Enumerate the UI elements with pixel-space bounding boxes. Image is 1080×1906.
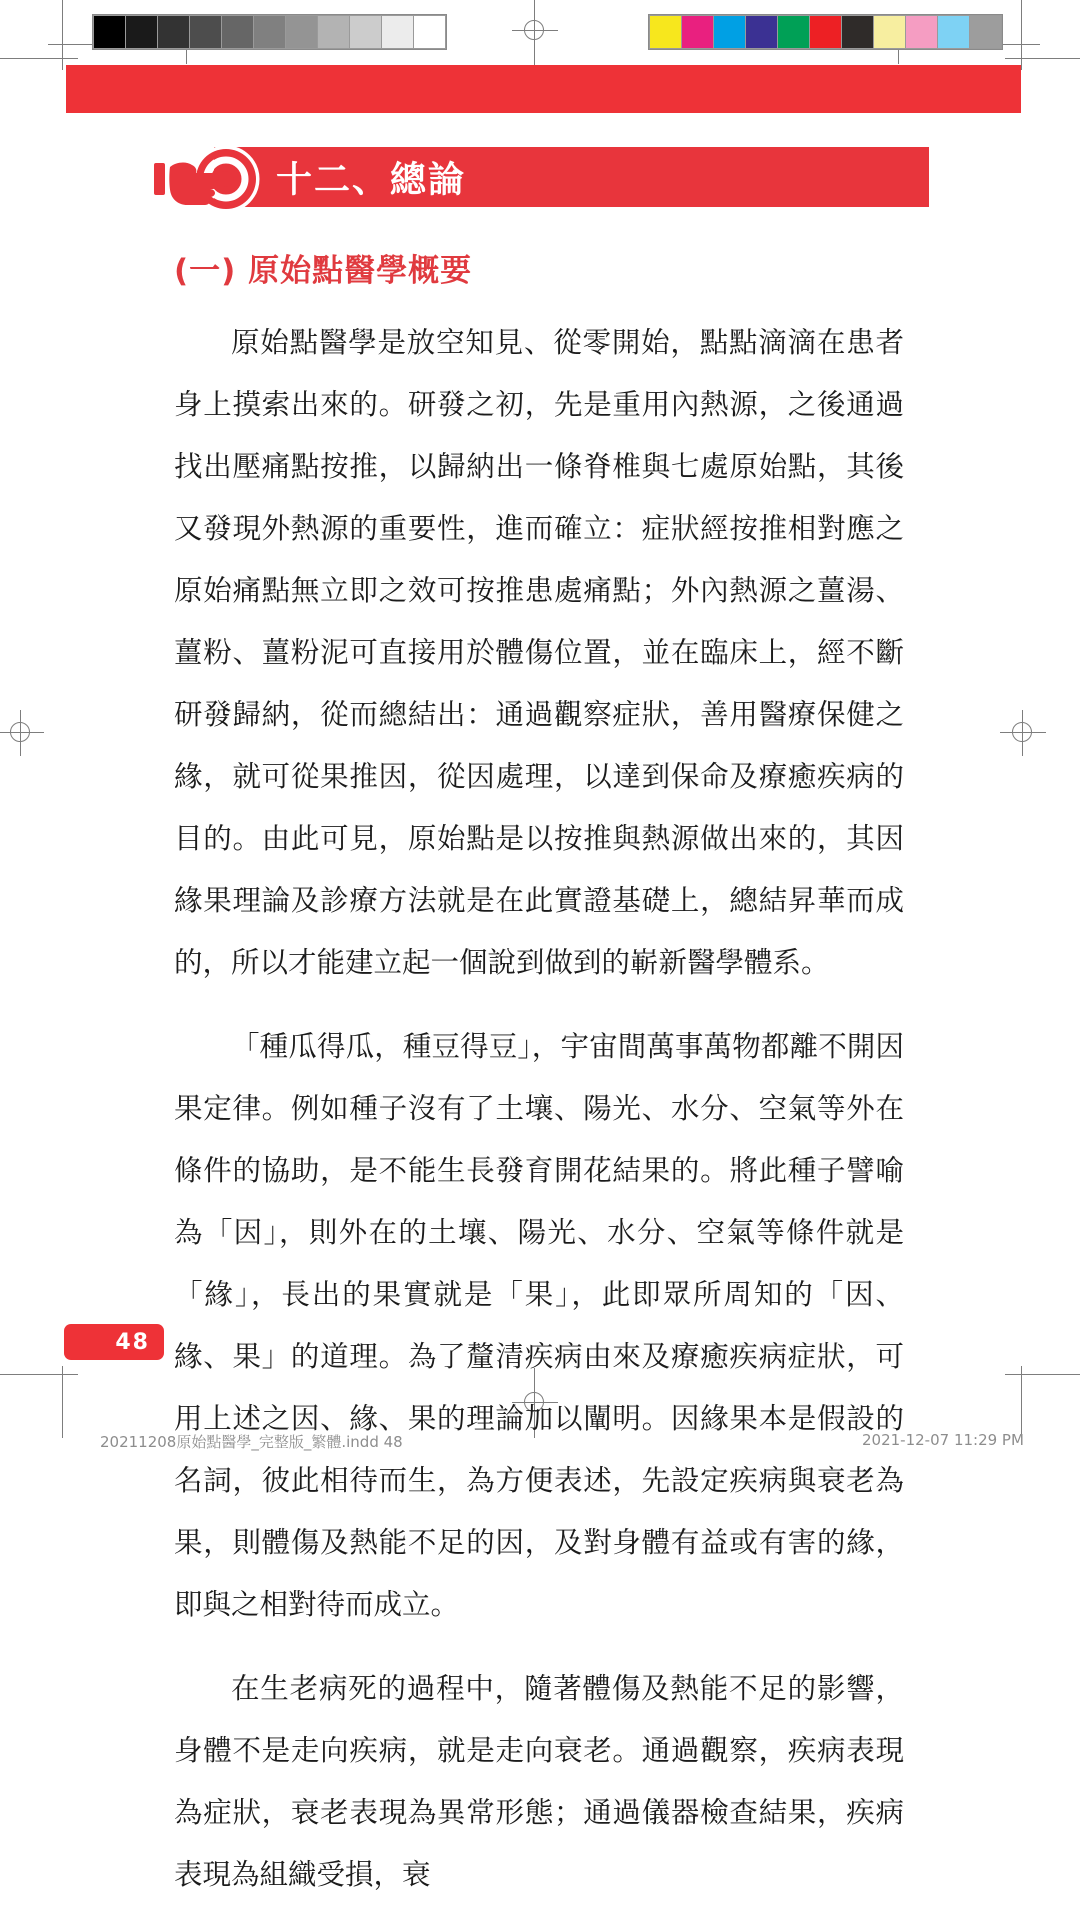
paragraph: 「種瓜得瓜，種豆得豆」，宇宙間萬事萬物都離不開因果定律。例如種子沒有了土壤、陽光、水分、空氣等外在條件的協助，是不能生長發育開花結果的。將此種子譬喻為「因」，則外在的土壤、陽光、水分、空氣等條件就是「緣」，長出的果實就是「果」，此即眾所周知的「因、緣、果」的道理。為了釐清疾病由來及療癒疾病症狀，可用上述之因、緣、果的理論加以闡明。因緣果本是假設的名詞，彼此相待而生，為方便表述，先設定疾病與衰老為果，則體傷及熱能不足的因，及對身體有益或有害的緣，即與之相對待而成立。 [174, 1030, 904, 1621]
section-title: 十二、總論 [276, 159, 467, 201]
paragraph: 在生老病死的過程中，隨著體傷及熱能不足的影響，身體不是走向疾病，就是走向衰老。通過觀察，疾病表現為症狀，衰老表現為異常形態；通過儀器檢查結果，疾病表現為組織受損，衰 [174, 1672, 904, 1891]
page-number-tab: 48 [64, 1324, 164, 1360]
subsection-heading: (一) 原始點醫學概要 [174, 253, 473, 289]
footer-timestamp: 2021-12-07 11:29 PM [862, 1431, 1024, 1449]
paragraph: 原始點醫學是放空知見、從零開始，點點滴滴在患者身上摸索出來的。研發之初，先是重用內熱源，之後通過找出壓痛點按推，以歸納出一條脊椎與七處原始點，其後又發現外熱源的重要性，進而確立：症狀經按推相對應之原始痛點無立即之效可按推患處痛點；外內熱源之薑湯、薑粉、薑粉泥可直接用於體傷位置，並在臨床上，經不斷研發歸納，從而總結出：通過觀察症狀，善用醫療保健之緣，就可從果推因，從因處理，以達到保命及療癒疾病的目的。由此可見，原始點是以按推與熱源做出來的，其因緣果理論及診療方法就是在此實證基礎上，總結昇華而成的，所以才能建立起一個說到做到的嶄新醫學體系。 [174, 326, 904, 979]
footer-filename: 20211208原始點醫學_完整版_繁體.indd 48 [100, 1433, 403, 1451]
section-header-banner [214, 147, 929, 207]
article-body [174, 312, 904, 1906]
pointing-hand-target-icon [152, 143, 272, 215]
